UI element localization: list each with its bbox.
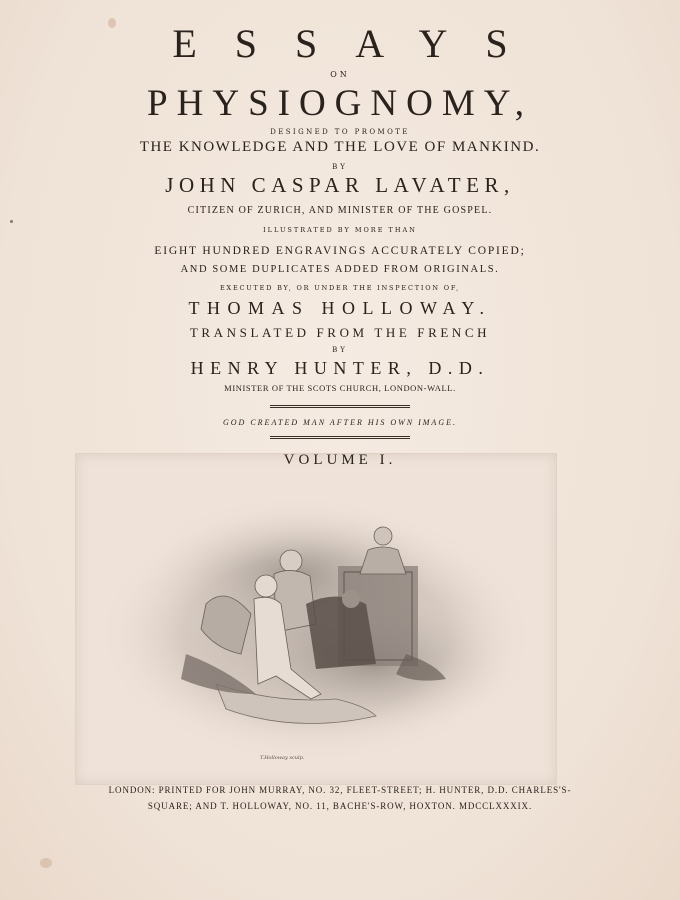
translator-description: MINISTER OF THE SCOTS CHURCH, LONDON-WALL.	[224, 383, 456, 393]
designed-line: DESIGNED TO PROMOTE	[270, 128, 410, 136]
executed-line: EXECUTED BY, OR UNDER THE INSPECTION OF,	[219, 284, 461, 292]
engravings-line: EIGHT HUNDRED ENGRAVINGS ACCURATELY COPIED;	[154, 245, 526, 257]
author-name: JOHN CASPAR LAVATER,	[165, 173, 515, 197]
translated-line: TRANSLATED FROM THE FRENCH	[189, 325, 491, 340]
double-rule-bottom	[270, 436, 410, 439]
author-description: CITIZEN OF ZURICH, AND MINISTER OF THE GOSPEL.	[187, 205, 493, 216]
foxing-spot	[40, 858, 52, 868]
purpose-line: THE KNOWLEDGE AND THE LOVE OF MANKIND.	[139, 139, 541, 155]
engraver-name: THOMAS HOLLOWAY.	[188, 298, 492, 318]
title-line-essays: ESSAYS	[172, 21, 546, 66]
imprint-line-2: SQUARE; AND T. HOLLOWAY, NO. 11, BACHE'S-ROW, HOXTON. MDCCLXXXIX.	[147, 801, 533, 811]
translator-name: HENRY HUNTER, D.D.	[190, 358, 490, 378]
vignette-engraving	[75, 453, 557, 785]
title-on: ON	[330, 70, 350, 79]
foxing-spot	[10, 220, 13, 223]
engraving-illustration	[76, 454, 556, 784]
double-rule-top	[270, 405, 410, 408]
imprint-line-1: LONDON: PRINTED FOR JOHN MURRAY, NO. 32, FLEET-STREET; H. HUNTER, D.D. CHARLES'S-	[108, 785, 572, 795]
motto: GOD CREATED MAN AFTER HIS OWN IMAGE.	[223, 418, 457, 427]
title-line-physiognomy: PHYSIOGNOMY,	[147, 83, 533, 124]
duplicates-line: AND SOME DUPLICATES ADDED FROM ORIGINALS.	[180, 264, 500, 275]
volume-label: VOLUME I.	[283, 452, 397, 468]
illustrated-line: ILLUSTRATED BY MORE THAN	[263, 226, 417, 234]
by-translator: BY	[332, 346, 348, 354]
by-author: BY	[332, 163, 348, 171]
engraver-signature: T.Holloway sculp.	[260, 755, 305, 761]
